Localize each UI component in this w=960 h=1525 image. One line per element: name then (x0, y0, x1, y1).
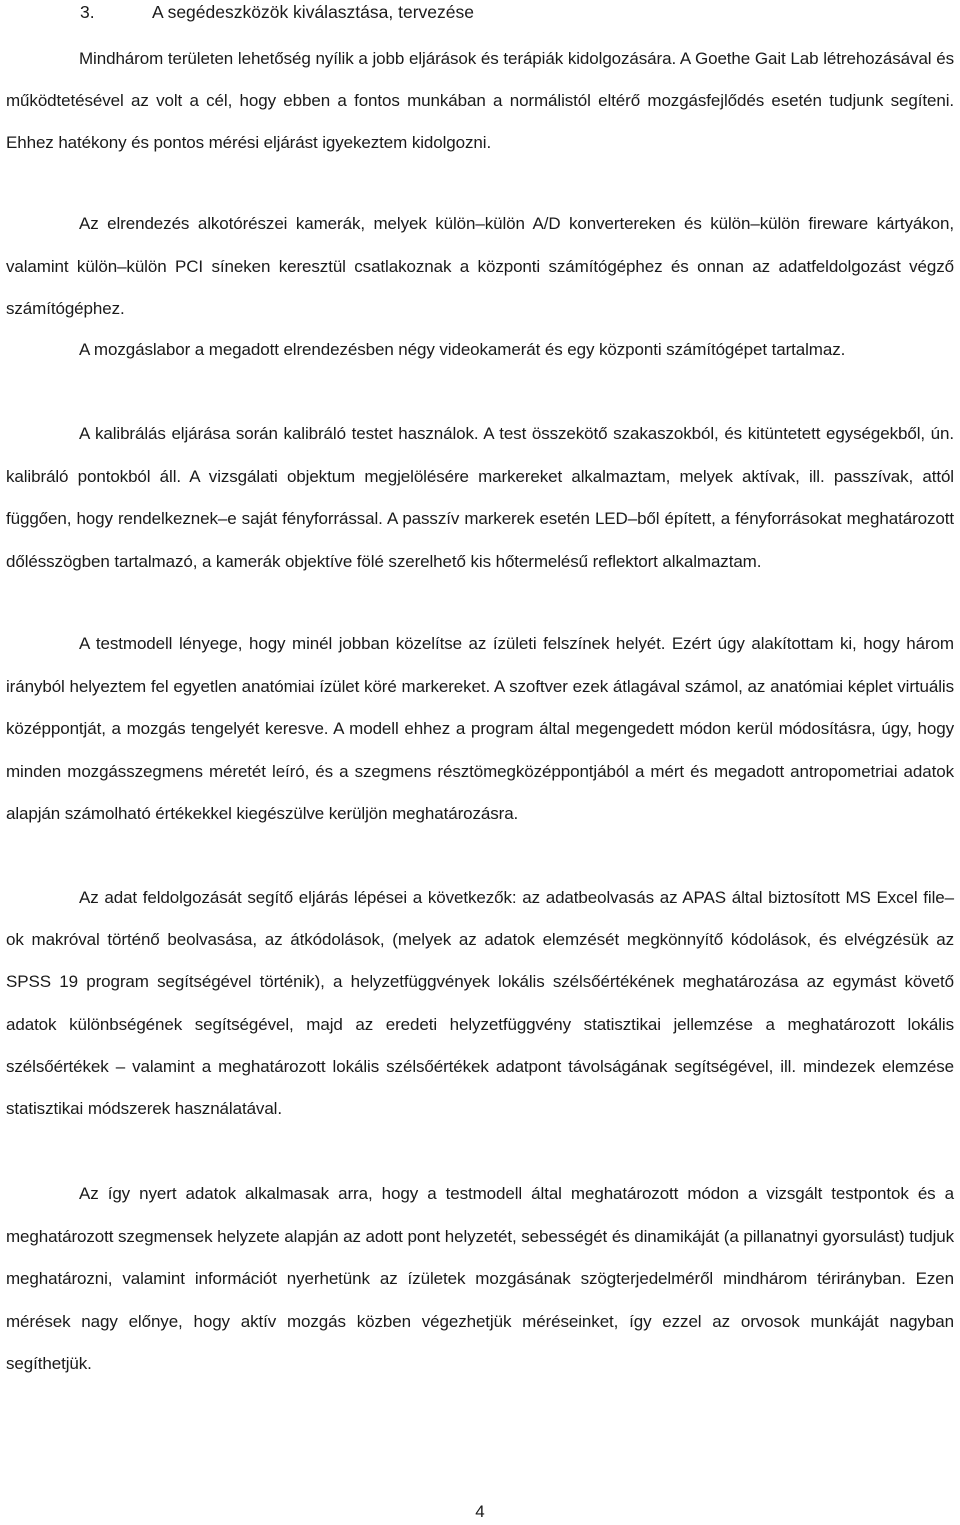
paragraph-lab-setup: A mozgáslabor a megadott elrendezésben négy videokamerát és egy központi számítógépet tartalmaz. (79, 340, 846, 359)
page-number: 4 (475, 1502, 485, 1521)
paragraph-processing: Az adat feldolgozását segítő eljárás lépései a következők: az adatbeolvasás az APAS által biztosított MS Excel file–ok makróval történő beolvasása, az átkódolások, (melyek az adatok elemzését megkönnyítő kódolások, és elvégzésük az SPSS 19 program segítségével történik), a helyzetfüggvények lokális szélsőértékének meghatározása az egymást követő adatok különbségének segítségével, majd az eredeti helyzetfüggvény statisztikai jellemzése a meghatározott lokális szélsőértékek – valamint a meghatározott lokális szélsőértékek adatpont távolságának segítségével, ill. mindezek elemzése statisztikai módszerek használatával. (6, 888, 954, 1119)
paragraph-calibration: A kalibrálás eljárása során kalibráló testet használok. A test összekötő szakaszokból, és kitüntetett egységekből, ún. kalibráló pontokból áll. A vizsgálati objektum megjelölésére markereket alkalmaztam, melyek aktívak, ill. passzívak, attól függően, hogy rendelkeznek–e saját fényforrással. A passzív markerek esetén LED–ből épített, a fényforrásokat meghatározott dőlésszögben tartalmazó, a kamerák objektíve fölé szerelhető kis hőtermelésű reflektort alkalmaztam. (6, 424, 954, 571)
section-number: 3. (80, 2, 95, 22)
paragraph-components: Az elrendezés alkotórészei kamerák, melyek külön–külön A/D konvertereken és külön–külön fireware kártyákon, valamint külön–külön PCI síneken keresztül csatlakoznak a központi számítógéphez és onnan az adatfeldolgozást végző számítógéphez. (6, 214, 954, 318)
paragraph-intro: Mindhárom területen lehetőség nyílik a jobb eljárások és terápiák kidolgozására. A Goethe Gait Lab létrehozásával és működtetésével az volt a cél, hogy ebben a fontos munkában a normálistól eltérő mozgásfejlődés esetén tudjunk segíteni. Ehhez hatékony és pontos mérési eljárást igyekeztem kidolgozni. (6, 49, 954, 152)
section-title: A segédeszközök kiválasztása, tervezése (152, 2, 474, 22)
paragraph-results: Az így nyert adatok alkalmasak arra, hogy a testmodell által meghatározott módon a vizsgált testpontok és a meghatározott szegmensek helyzete alapján az adott pont helyzetét, sebességét és dinamikáját (a pillanatnyi gyorsulást) tudjuk meghatározni, valamint információt nyerhetünk az ízületek mozgásának szögterjedelméről mindhárom térirányban. Ezen mérések nagy előnye, hogy aktív mozgás közben végezhetjük méréseinket, így ezzel az orvosok munkáját nagyban segíthetjük. (6, 1184, 954, 1373)
paragraph-body-model: A testmodell lényege, hogy minél jobban közelítse az ízületi felszínek helyét. Ezért úgy alakítottam ki, hogy három irányból helyeztem fel egyetlen anatómiai ízület köré markereket. A szoftver ezek átlagával számol, az anatómiai képlet virtuális középpontját, a mozgás tengelyét keresve. A modell ehhez a program által megengedett módon kerül módosításra, úgy, hogy minden mozgásszegmens méretét leíró, és a szegmens résztömegközéppontjából a mért és megadott antropometriai adatok alapján számolható értékekkel kiegészülve kerüljön meghatározásra. (6, 634, 954, 823)
section-heading (80, 0, 474, 24)
